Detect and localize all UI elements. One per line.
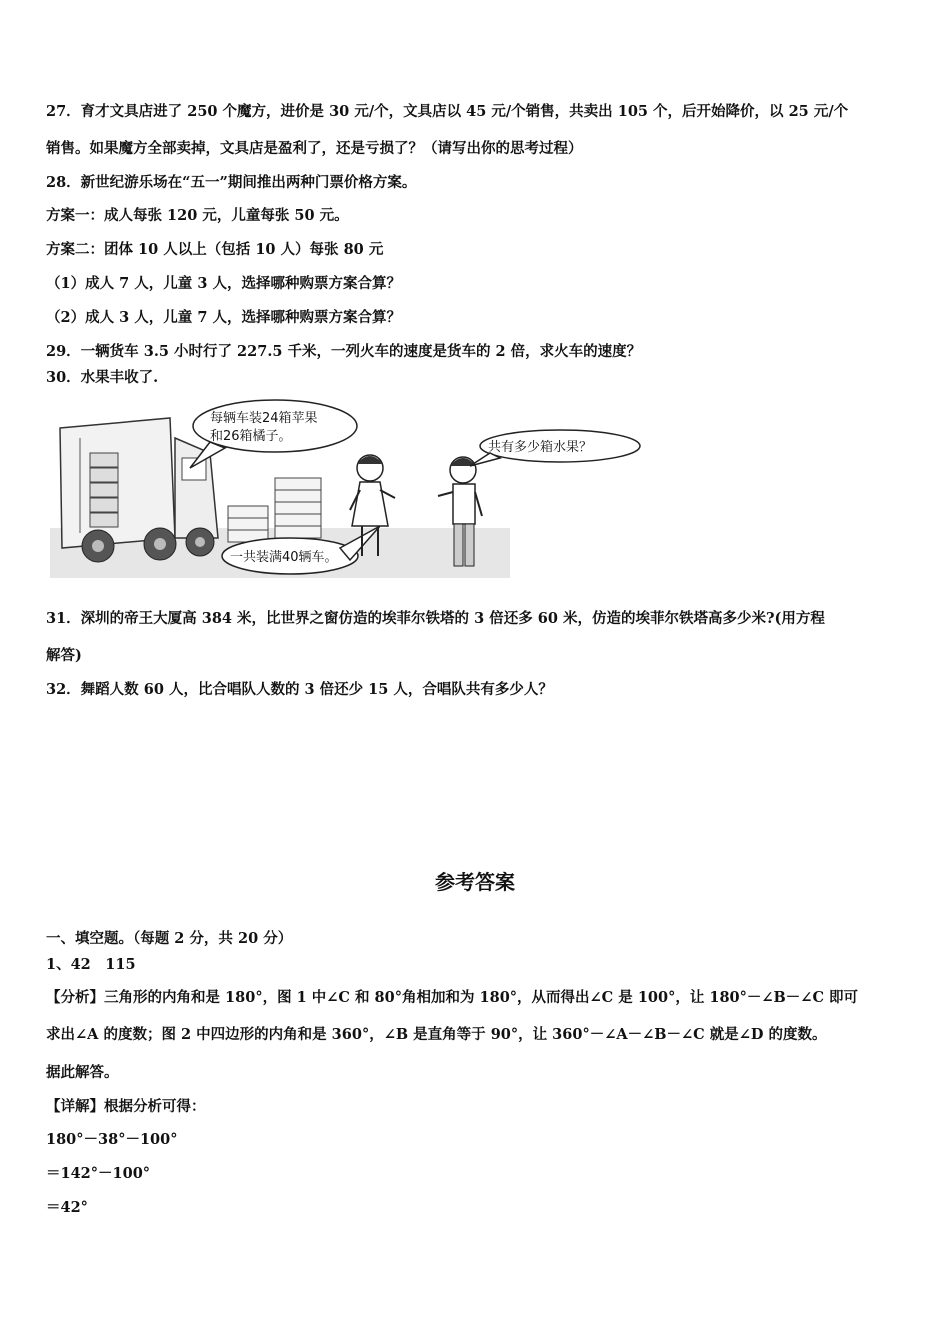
question-29: 29．一辆货车 3.5 小时行了 227.5 千米，一列火车的速度是货车的 2 倍，求火车的速度？ [46,343,642,360]
bubble-top-line1: 每辆车装24箱苹果 [210,411,318,426]
question-31-line2: 解答) [46,647,82,664]
question-28-sub2: （2）成人 3 人，儿童 7 人，选择哪种购票方案合算？ [46,309,401,326]
bubble-bottom-text: 一共装满40辆车。 [230,550,338,565]
speech-bubble-top [190,400,357,468]
answers-section1: 一、填空题。（每题 2 分，共 20 分） [46,930,293,947]
answers-title: 参考答案 [435,870,515,894]
question-28-plan2: 方案二：团体 10 人以上（包括 10 人）每张 80 元 [46,241,384,258]
analysis-line1: 【分析】三角形的内角和是 180°，图 1 中∠C 和 80°角相加和为 180°，从而得出∠C 是 100°，让 180°－∠B－∠C 即可 [46,989,859,1006]
detail-heading: 【详解】根据分析可得： [46,1098,206,1115]
analysis-line3: 据此解答。 [46,1064,119,1081]
bubble-right-text: 共有多少箱水果？ [488,440,593,455]
question-28-plan1: 方案一：成人每张 120 元，儿童每张 50 元。 [46,207,349,224]
crate-stacks [228,478,321,542]
question-31-line1: 31．深圳的帝王大厦高 384 米，比世界之窗仿造的埃菲尔铁塔的 3 倍还多 60 米，仿造的埃菲尔铁塔高多少米?(用方程 [46,610,825,627]
question-27-line2: 销售。如果魔方全部卖掉，文具店是盈利了，还是亏损了？（请写出你的思考过程） [46,140,583,157]
question-27-line1: 27．育才文具店进了 250 个魔方，进价是 30 元/个，文具店以 45 元/个销售，共卖出 105 个，后开始降价，以 25 元/个 [46,103,849,120]
question-32: 32．舞蹈人数 60 人，比合唱队人数的 3 倍还少 15 人，合唱队共有多少人？ [46,681,553,698]
truck-illustration [60,418,218,562]
bubble-top-line2: 和26箱橘子。 [210,429,292,444]
question-30: 30．水果丰收了. [46,369,159,386]
calc-line3: ＝42° [46,1199,88,1216]
answer-1: 1、42 115 [46,956,136,973]
question-28: 28．新世纪游乐场在“五一”期间推出两种门票价格方案。 [46,174,417,191]
calc-line1: 180°－38°－100° [46,1131,178,1148]
speech-bubble-right [470,430,640,466]
question-28-sub1: （1）成人 7 人，儿童 3 人，选择哪种购票方案合算？ [46,275,401,292]
analysis-line2: 求出∠A 的度数；图 2 中四边形的内角和是 360°，∠B 是直角等于 90°，让 360°－∠A－∠B－∠C 就是∠D 的度数。 [46,1026,827,1043]
calc-line2: ＝142°－100° [46,1165,151,1182]
fruit-harvest-illustration [50,398,650,588]
